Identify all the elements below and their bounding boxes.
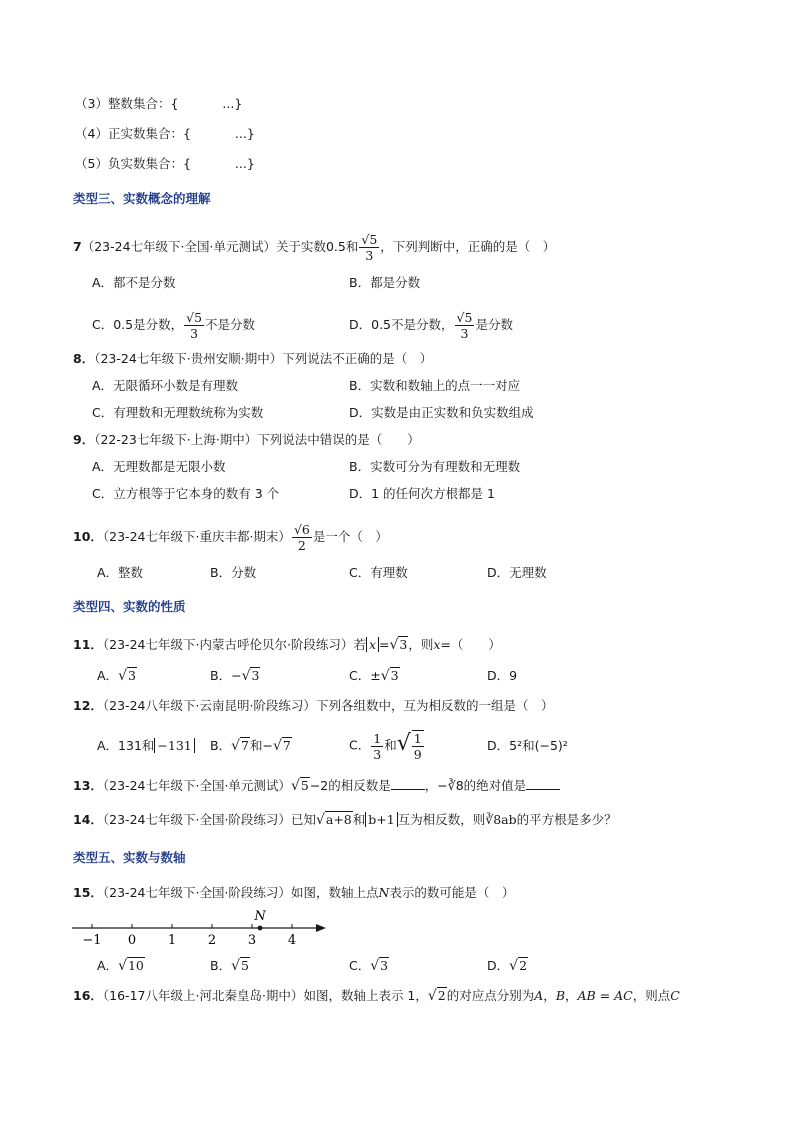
radical [231, 738, 250, 753]
radicand: 3 [390, 668, 399, 683]
variable: x [368, 637, 377, 652]
option-text: 是分数 [475, 317, 513, 332]
q12-option-c[interactable] [349, 730, 425, 762]
question-source: （23-24七年级下·全国·阶段练习） [102, 812, 291, 827]
option-text: 不是分数 [205, 317, 256, 332]
question-source: （22-23七年级下·上海·期中） [94, 432, 258, 447]
absolute-value: b+1 [365, 812, 397, 827]
tick-label: 0 [127, 933, 137, 948]
question-text: =（ ） [440, 637, 501, 652]
question-number: 15． [73, 885, 103, 900]
radical [370, 958, 389, 973]
set-tail: ...} [234, 156, 255, 171]
absolute-value [366, 637, 379, 652]
q10-option-a[interactable]: A．整数 [97, 565, 144, 580]
question-13 [73, 776, 560, 796]
number-line [70, 906, 330, 948]
question-text: 互为相反数，则 [397, 812, 486, 827]
answer-blank[interactable] [526, 777, 560, 790]
option-label: A． [97, 668, 119, 683]
set-label: （3）整数集合：{ [75, 96, 179, 111]
answer-blank[interactable] [391, 777, 425, 790]
question-text: 是一个（ ） [312, 529, 388, 544]
radical [381, 668, 400, 683]
denominator: 2 [297, 538, 306, 553]
denominator: 9 [413, 747, 422, 762]
radical [273, 738, 292, 753]
fraction-sqrt6-over-2 [292, 522, 312, 553]
radicand: 5 [241, 958, 249, 973]
tick-label: 3 [247, 933, 257, 948]
radical [118, 958, 145, 973]
option-label: B． [210, 958, 232, 973]
set-label: （4）正实数集合：{ [75, 126, 191, 141]
question-source: （23-24七年级下·贵州安顺·期中） [94, 351, 283, 366]
question-number: 12． [73, 698, 103, 713]
radical [428, 988, 447, 1003]
q12-option-d[interactable]: D．5²和(−5)² [487, 738, 568, 753]
question-text: ，−∛8的绝对值是 [424, 778, 527, 793]
sqrt-icon: √ [231, 958, 240, 974]
question-source: （16-17八年级上·河北秦皇岛·期中） [102, 988, 304, 1003]
absolute-value: −131 [154, 738, 194, 753]
question-14 [73, 810, 617, 830]
option-label: A． [97, 958, 119, 973]
question-10 [73, 522, 388, 553]
option-label: B． [210, 738, 232, 753]
q9-option-b[interactable]: B．实数可分为有理数和无理数 [349, 459, 521, 474]
sqrt-icon: √ [427, 988, 437, 1004]
question-text: 若 [353, 637, 366, 652]
option-text: 和− [249, 738, 273, 753]
option-label: C． [349, 958, 371, 973]
radicand: 7 [241, 738, 249, 753]
question-source: （23-24七年级下·内蒙古呼伦贝尔·阶段练习） [102, 637, 354, 652]
equals: = [379, 637, 390, 652]
q15-option-d[interactable] [487, 956, 528, 976]
variable: x [433, 637, 441, 652]
question-number: 10． [73, 529, 103, 544]
section-title-4: 类型四、实数的性质 [73, 599, 186, 614]
question-text: 如图，数轴上点 [290, 885, 379, 900]
question-text: −2的相反数是 [309, 778, 391, 793]
radicand: 3 [380, 958, 389, 973]
radical [231, 958, 250, 973]
q11-option-d[interactable]: D．9 [487, 668, 518, 683]
punctuation: ， [543, 988, 556, 1003]
question-number: 8． [73, 351, 95, 366]
question-text: 下列各组数中，互为相反数的一组是（ ） [315, 698, 554, 713]
q7-option-a[interactable]: A．都不是分数 [92, 275, 176, 290]
numerator: √5 [186, 310, 203, 325]
set-label: （5）负实数集合：{ [75, 156, 191, 171]
question-number: 11． [73, 637, 103, 652]
option-label: D． [487, 958, 510, 973]
question-text: 表示的数可能是（ ） [389, 885, 515, 900]
question-7 [73, 232, 555, 263]
question-number: 9． [73, 432, 95, 447]
q10-option-b[interactable]: B．分数 [210, 565, 257, 580]
question-source: （23-24七年级下·全国·单元测试） [102, 778, 291, 793]
q12-option-b[interactable] [210, 736, 292, 756]
variable: N [378, 885, 390, 900]
option-label: C． [349, 737, 371, 753]
question-number: 7 [73, 239, 82, 254]
radicand: a+8 [325, 812, 352, 827]
denominator: 3 [190, 326, 199, 341]
sqrt-icon: √ [509, 958, 519, 974]
question-16 [73, 986, 680, 1006]
sqrt-icon: √ [118, 958, 127, 974]
arrow-right-icon [316, 924, 326, 932]
q11-option-a[interactable] [97, 666, 137, 686]
sqrt-icon: √ [380, 668, 390, 684]
q8-option-c[interactable]: C．有理数和无理数统称为实数 [92, 405, 264, 420]
question-text: ，则点 [632, 988, 671, 1003]
question-text: 如图，数轴上表示 1， [303, 988, 428, 1003]
fraction-one-ninth [412, 730, 424, 762]
radical [291, 778, 310, 793]
sqrt-icon: √ [272, 738, 282, 754]
q10-option-d[interactable]: D．无理数 [487, 565, 547, 580]
option-text: 和 [384, 737, 397, 753]
q8-option-d[interactable]: D．实数是由正实数和负实数组成 [349, 405, 534, 420]
punctuation: ， [565, 988, 578, 1003]
radicand: 10 [127, 958, 144, 973]
radicand: 7 [282, 738, 291, 753]
q15-option-c[interactable] [349, 956, 389, 976]
question-source: （23-24七年级下·全国·阶段练习） [102, 885, 291, 900]
q8-option-b[interactable]: B．实数和数轴上的点一一对应 [349, 378, 521, 393]
question-text: 和 [352, 812, 366, 827]
question-number: 14． [73, 812, 103, 827]
option-label: C．± [349, 668, 381, 683]
option-text: D．0.5不是分数， [349, 317, 454, 332]
variable: A [534, 988, 544, 1003]
denominator: 3 [460, 326, 469, 341]
q10-option-c[interactable]: C．有理数 [349, 565, 408, 580]
question-number: 13． [73, 778, 103, 793]
tick-label: 4 [287, 933, 297, 948]
point-n [258, 926, 263, 931]
tick-label: 2 [207, 933, 217, 948]
q8-option-a[interactable]: A．无限循环小数是有理数 [92, 378, 239, 393]
sqrt-icon: √ [370, 958, 380, 974]
cube-root: ∛8ab [485, 812, 517, 827]
question-number: 16． [73, 988, 103, 1003]
question-text: 的对应点分别为 [446, 988, 535, 1003]
question-text: 下列说法不正确的是（ ） [282, 351, 433, 366]
numerator: √6 [293, 522, 310, 537]
set-integer [75, 94, 242, 114]
sqrt-icon: √ [290, 778, 300, 794]
q11-option-c[interactable] [349, 666, 400, 686]
radical [509, 958, 528, 973]
sqrt-icon: √ [231, 738, 240, 754]
question-8 [73, 349, 432, 369]
q7-option-c[interactable] [92, 310, 255, 341]
sqrt-icon: √ [396, 730, 411, 756]
variable: C [670, 988, 680, 1003]
question-text: 的平方根是多少？ [516, 812, 617, 827]
radical [316, 812, 353, 827]
numerator: √5 [361, 232, 378, 247]
radical [242, 668, 261, 683]
q12-option-a[interactable] [97, 736, 195, 756]
set-negative-real [75, 154, 255, 174]
q9-option-c[interactable]: C．立方根等于它本身的数有 3 个 [92, 486, 280, 501]
radicand: 3 [251, 668, 260, 683]
question-text: 关于实数0.5和 [275, 239, 359, 254]
sqrt-icon: √ [389, 637, 399, 653]
numerator: 1 [373, 730, 382, 746]
radicand: 3 [399, 637, 408, 652]
fraction-one-third [371, 731, 383, 762]
variable: B [555, 988, 565, 1003]
tick-label: 1 [167, 933, 177, 948]
section-title-5: 类型五、实数与数轴 [73, 850, 186, 865]
radical [118, 668, 137, 683]
equation: AB = AC [577, 988, 633, 1003]
denominator: 3 [365, 248, 374, 263]
q7-option-b[interactable]: B．都是分数 [349, 275, 421, 290]
section-title-3: 类型三、实数概念的理解 [73, 191, 211, 206]
radical [396, 730, 425, 762]
question-text: ，下列判断中，正确的是（ ） [380, 239, 556, 254]
question-11 [73, 635, 501, 655]
question-15 [73, 883, 514, 903]
tick-label: −1 [82, 933, 102, 948]
radicand: 3 [127, 668, 136, 683]
question-9 [73, 430, 420, 450]
option-label: A．131和 [97, 738, 155, 753]
denominator: 3 [373, 746, 382, 762]
q15-option-b[interactable] [210, 956, 250, 976]
question-source: （23-24七年级下·全国·单元测试） [81, 239, 276, 254]
fraction [455, 310, 475, 341]
set-tail: ...} [234, 126, 255, 141]
question-source: （23-24七年级下·重庆丰都·期末） [102, 529, 291, 544]
fraction [184, 310, 204, 341]
radicand: 2 [519, 958, 528, 973]
radicand: 2 [437, 988, 446, 1003]
q15-option-a[interactable] [97, 956, 145, 976]
option-text: C．0.5是分数， [92, 317, 184, 332]
q7-option-d[interactable] [349, 310, 513, 341]
q11-option-b[interactable] [210, 666, 260, 686]
question-text: 已知 [290, 812, 316, 827]
q9-option-a[interactable]: A．无理数都是无限小数 [92, 459, 226, 474]
radical [390, 637, 409, 652]
q9-option-d[interactable]: D．1 的任何次方根都是 1 [349, 486, 495, 501]
question-text: ，则 [408, 637, 434, 652]
option-label: B．− [210, 668, 242, 683]
numerator: √5 [456, 310, 473, 325]
question-12 [73, 696, 553, 716]
numerator: 1 [413, 731, 422, 746]
point-n-label: N [254, 909, 266, 924]
sqrt-icon: √ [315, 812, 325, 828]
question-text: 下列说法中错误的是（ ） [257, 432, 420, 447]
question-source: （23-24八年级下·云南昆明·阶段练习） [102, 698, 316, 713]
radicand: 5 [300, 778, 309, 793]
sqrt-icon: √ [118, 668, 127, 684]
set-tail: ...} [222, 96, 243, 111]
fraction-sqrt5-over-3 [359, 232, 379, 263]
set-positive-real [75, 124, 255, 144]
sqrt-icon: √ [241, 668, 251, 684]
